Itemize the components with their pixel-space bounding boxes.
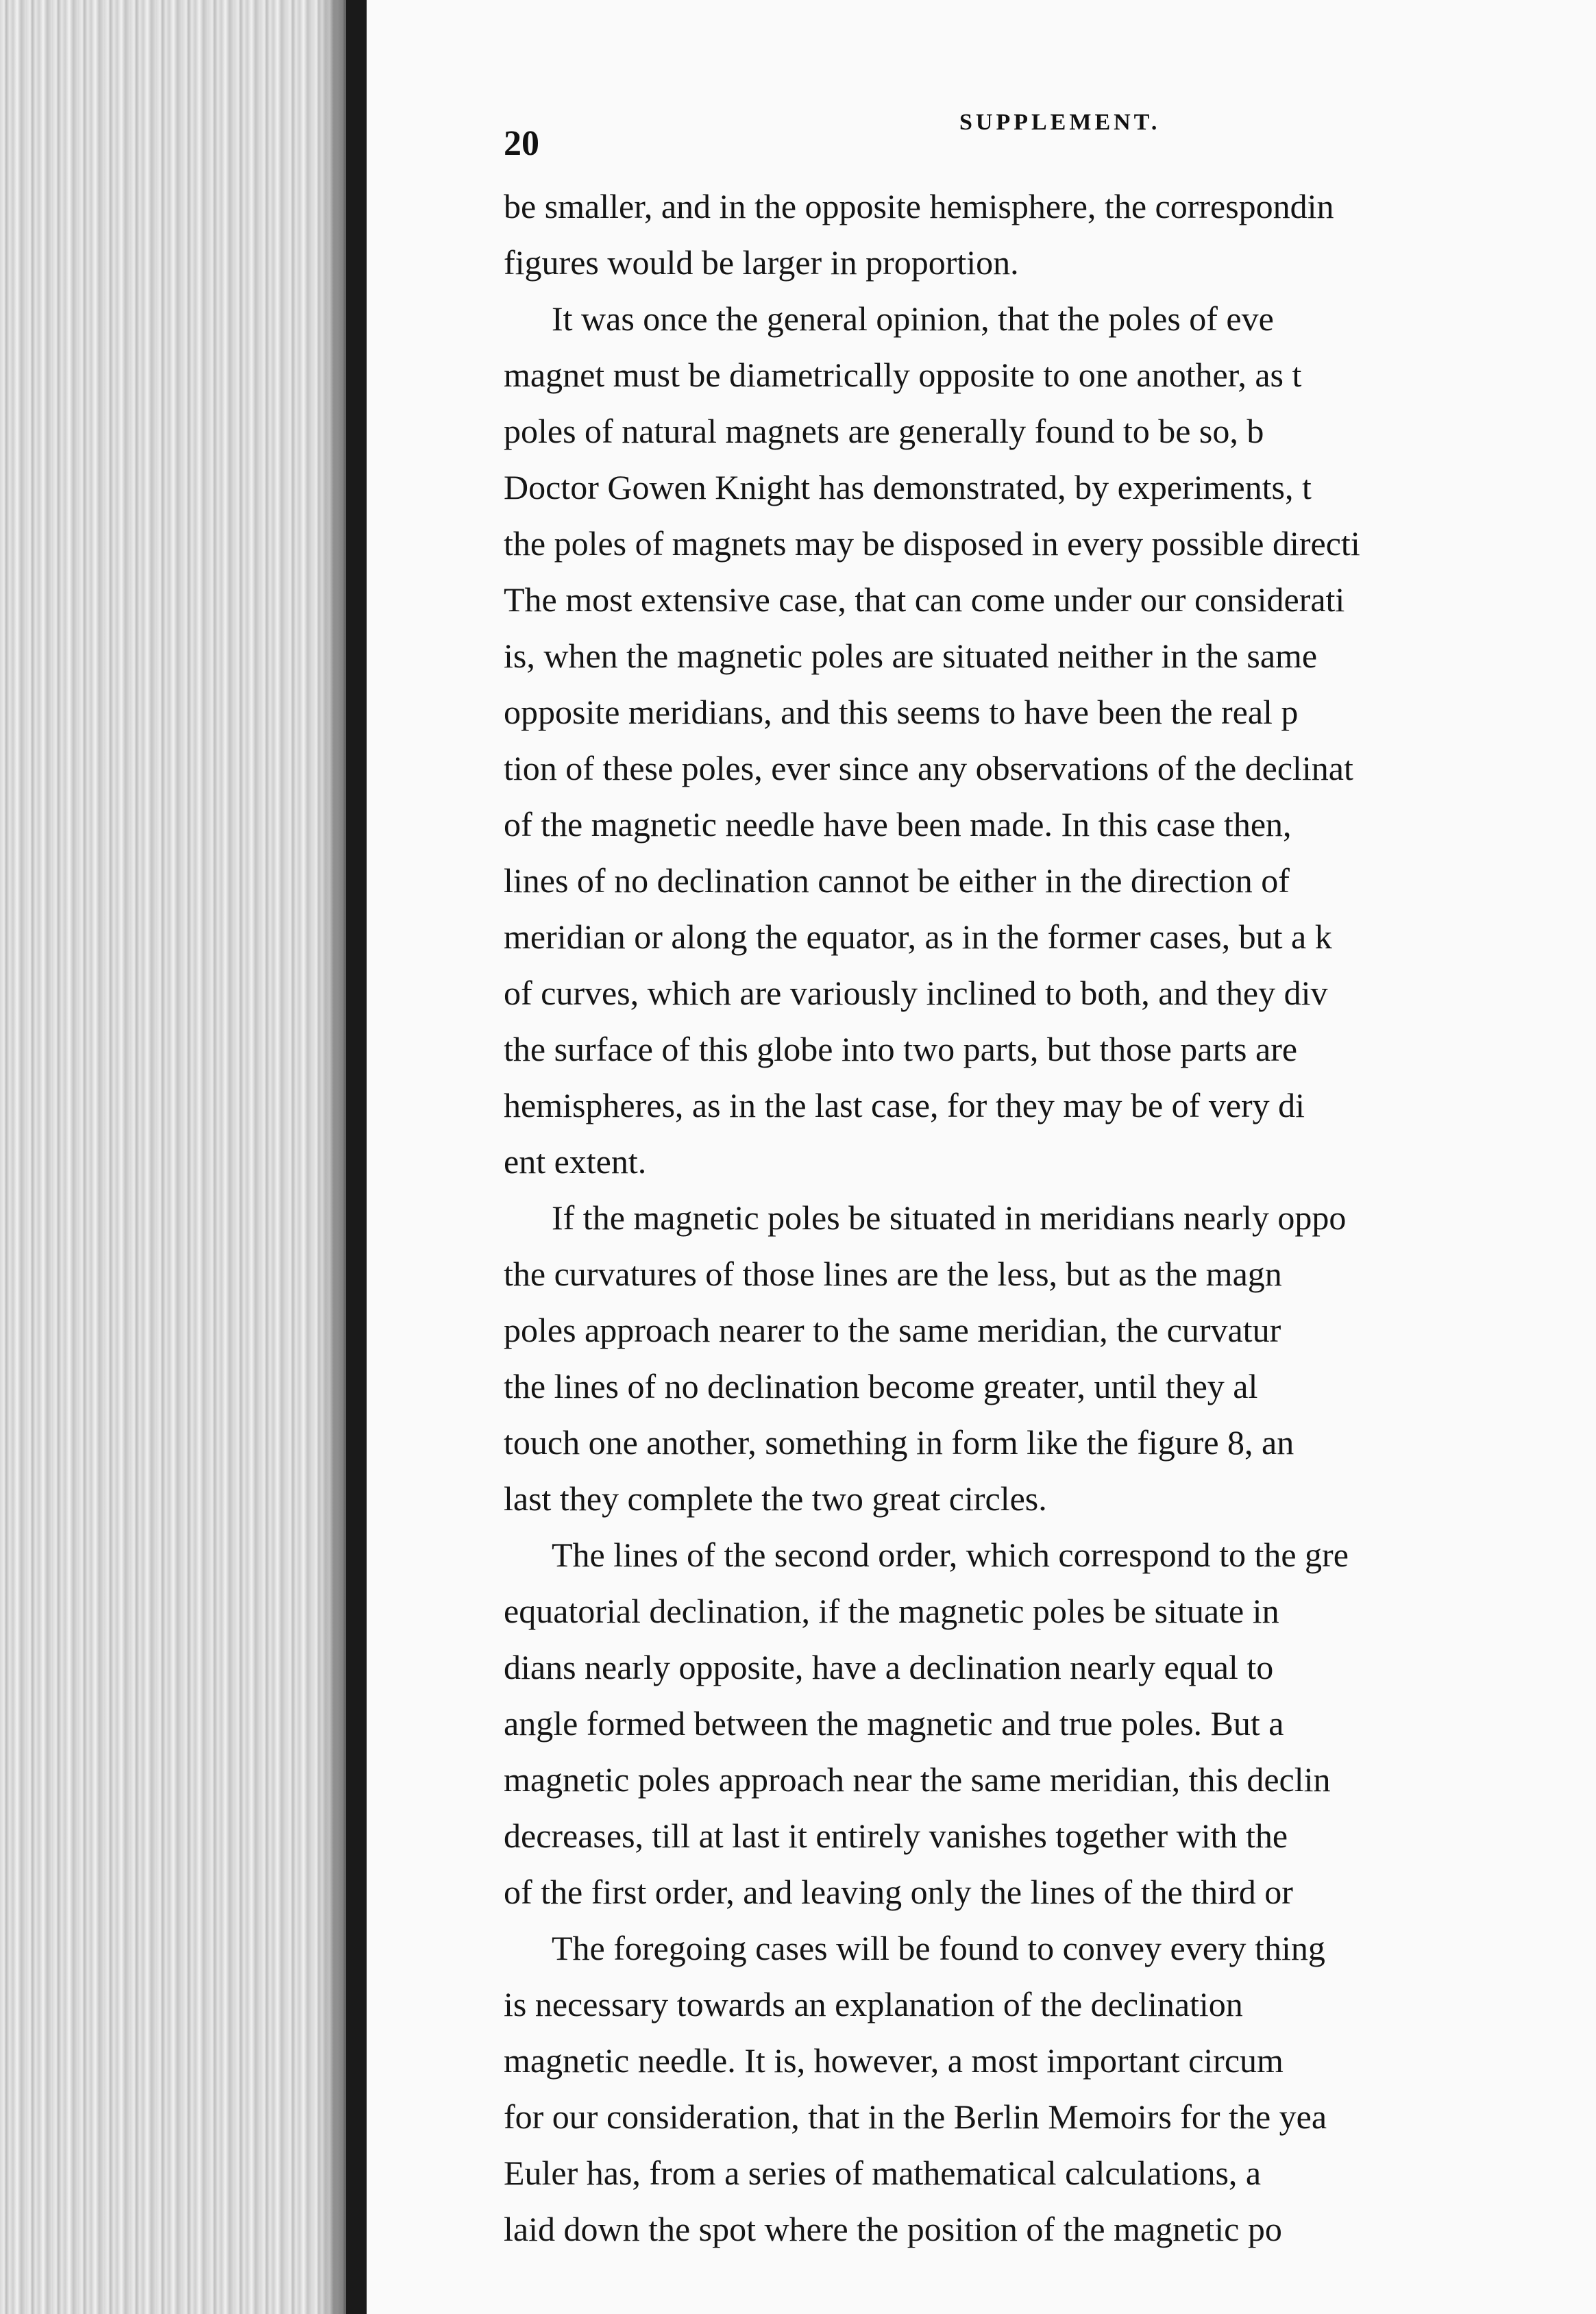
text-line: tion of these poles, ever since any observations of the declinat: [504, 749, 1353, 787]
text-line: is, when the magnetic poles are situated neither in the same: [504, 637, 1318, 675]
text-line: If the magnetic poles be situated in meridians nearly oppo: [552, 1198, 1347, 1237]
text-line: touch one another, something in form like the figure 8, an: [504, 1423, 1294, 1462]
text-line: Euler has, from a series of mathematical calculations, a: [504, 2154, 1262, 2192]
running-head: SUPPLEMENT.: [959, 110, 1161, 135]
text-line: magnetic poles approach near the same meridian, this declin: [504, 1760, 1331, 1799]
text-line: the curvatures of those lines are the less, but as the magn: [504, 1255, 1282, 1293]
text-line: the lines of no declination become greater, until they al: [504, 1367, 1258, 1405]
text-line: meridian or along the equator, as in the former cases, but a k: [504, 918, 1332, 956]
text-line: laid down the spot where the position of the magnetic po: [504, 2210, 1282, 2248]
text-line: equatorial declination, if the magnetic poles be situate in: [504, 1592, 1279, 1630]
text-line: lines of no declination cannot be either in the direction of: [504, 861, 1290, 900]
text-line: opposite meridians, and this seems to have been the real p: [504, 693, 1299, 731]
text-line: the poles of magnets may be disposed in every possible directi: [504, 524, 1360, 563]
text-line: ent extent.: [504, 1142, 647, 1181]
text-line: It was once the general opinion, that the poles of eve: [552, 299, 1274, 338]
text-line: is necessary towards an explanation of the declination: [504, 1985, 1243, 2023]
text-line: magnet must be diametrically opposite to one another, as t: [504, 356, 1302, 394]
text-line: of the magnetic needle have been made. In this case then,: [504, 805, 1292, 844]
text-line: The foregoing cases will be found to convey every thing: [552, 1929, 1325, 1967]
text-line: for our consideration, that in the Berlin Memoirs for the yea: [504, 2097, 1327, 2136]
text-line: be smaller, and in the opposite hemisphere, the correspondin: [504, 187, 1334, 225]
text-line: the surface of this globe into two parts, but those parts are: [504, 1030, 1298, 1068]
text-line: of the first order, and leaving only the lines of the third or: [504, 1873, 1293, 1911]
text-line: poles of natural magnets are generally found to be so, b: [504, 412, 1264, 450]
text-line: of curves, which are variously inclined to both, and they div: [504, 974, 1328, 1012]
text-line: decreases, till at last it entirely vanishes together with the: [504, 1817, 1288, 1855]
text-line: The most extensive case, that can come under our considerati: [504, 580, 1345, 619]
book-page-edges: [0, 0, 360, 2314]
text-line: magnetic needle. It is, however, a most important circum: [504, 2041, 1284, 2080]
book-spine-shadow: [346, 0, 367, 2314]
text-line: Doctor Gowen Knight has demonstrated, by experiments, t: [504, 468, 1312, 506]
text-line: angle formed between the magnetic and true poles. But a: [504, 1704, 1284, 1743]
text-line: dians nearly opposite, have a declination nearly equal to: [504, 1648, 1274, 1686]
text-line: The lines of the second order, which correspond to the gre: [552, 1536, 1349, 1574]
text-line: last they complete the two great circles.: [504, 1479, 1047, 1518]
page-number: 20: [504, 124, 539, 163]
text-line: hemispheres, as in the last case, for they may be of very di: [504, 1086, 1305, 1124]
text-line: poles approach nearer to the same meridian, the curvatur: [504, 1311, 1281, 1349]
text-line: figures would be larger in proportion.: [504, 243, 1019, 282]
